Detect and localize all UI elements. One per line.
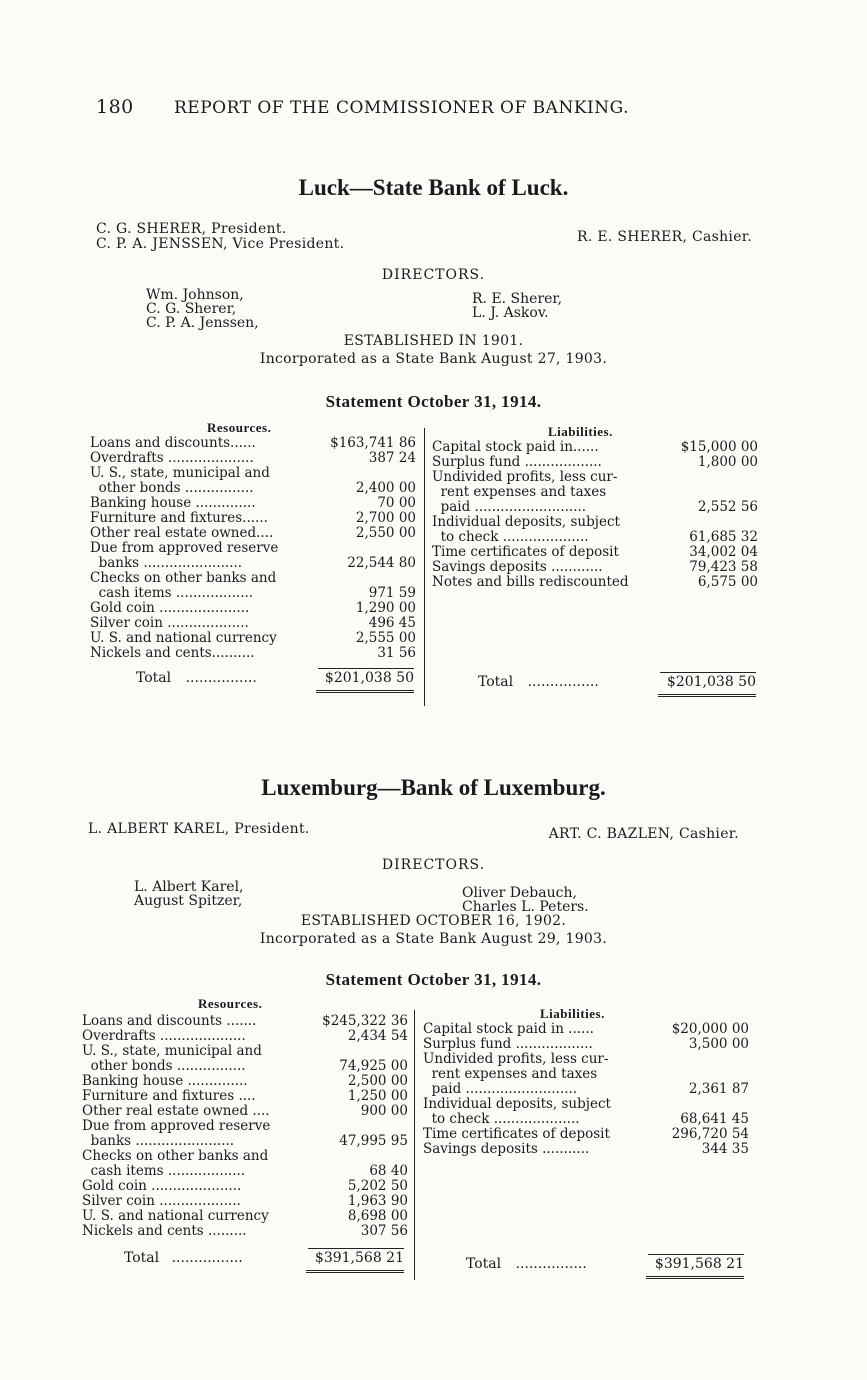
line-item-label: Loans and discounts ....... bbox=[82, 1014, 257, 1029]
liabilities-heading: Liabilities. bbox=[540, 1006, 605, 1021]
total-leader: ................ bbox=[527, 674, 599, 690]
director-name: August Spitzer, bbox=[134, 893, 243, 909]
line-item-amount: 74,925 00 bbox=[339, 1058, 408, 1074]
total-rule bbox=[308, 1248, 404, 1249]
director-name: Oliver Debauch, bbox=[462, 885, 577, 901]
line-item-label: U. S. and national currency bbox=[90, 631, 277, 646]
line-item-amount: $20,000 00 bbox=[671, 1021, 749, 1037]
line-item-label: Banking house .............. bbox=[82, 1074, 248, 1089]
statement-title: Statement October 31, 1914. bbox=[325, 392, 542, 411]
directors-left bbox=[146, 288, 259, 330]
line-item-label: Individual deposits, subject bbox=[423, 1097, 611, 1112]
statement-title: Statement October 31, 1914. bbox=[325, 970, 542, 989]
liability-row bbox=[423, 1082, 749, 1097]
line-item-label: Other real estate owned.... bbox=[90, 526, 274, 541]
line-item-amount: 496 45 bbox=[368, 615, 416, 631]
line-item-amount: 2,500 00 bbox=[347, 1073, 408, 1089]
line-item-label: Silver coin ................... bbox=[82, 1194, 241, 1209]
liability-row bbox=[432, 500, 758, 515]
resources-rows bbox=[82, 1014, 408, 1239]
directors-right bbox=[472, 292, 562, 320]
officers bbox=[0, 214, 867, 252]
directors-list bbox=[0, 878, 867, 916]
line-item-amount: 22,544 80 bbox=[347, 555, 416, 571]
line-item-amount: 3,500 00 bbox=[688, 1036, 749, 1052]
line-item-label: Nickels and cents.......... bbox=[90, 646, 255, 661]
line-item-label: other bonds ................ bbox=[90, 481, 254, 496]
line-item-label: paid .......................... bbox=[423, 1082, 578, 1097]
line-item-label: rent expenses and taxes bbox=[432, 485, 607, 500]
liability-row bbox=[423, 1127, 749, 1142]
resource-row bbox=[82, 1194, 408, 1209]
total-label: Total bbox=[136, 670, 172, 686]
resource-row bbox=[90, 586, 416, 601]
liability-row bbox=[423, 1112, 749, 1127]
line-item-label: Time certificates of deposit bbox=[432, 545, 619, 560]
resources-total: $201,038 50 bbox=[324, 670, 414, 686]
officers-left bbox=[88, 822, 310, 837]
total-rule bbox=[660, 672, 756, 673]
line-item-amount: 68,641 45 bbox=[680, 1111, 749, 1127]
line-item-amount: 68 40 bbox=[369, 1163, 408, 1179]
line-item-label: cash items .................. bbox=[82, 1164, 246, 1179]
director-name: C. P. A. Jenssen, bbox=[146, 315, 259, 331]
resource-row bbox=[90, 436, 416, 451]
total-label: Total bbox=[478, 674, 514, 690]
liabilities-total-line bbox=[466, 1256, 744, 1272]
total-rule bbox=[648, 1254, 744, 1255]
liability-row bbox=[423, 1037, 749, 1052]
statement-table bbox=[0, 414, 867, 714]
resource-row bbox=[82, 1164, 408, 1179]
officer-president: L. ALBERT KAREL, President. bbox=[88, 821, 310, 837]
total-leader: ................ bbox=[171, 1250, 243, 1266]
resource-row bbox=[82, 1029, 408, 1044]
line-item-amount: 307 56 bbox=[360, 1223, 408, 1239]
line-item-amount: 1,800 00 bbox=[697, 454, 758, 470]
established-line: ESTABLISHED IN 1901. bbox=[343, 333, 524, 349]
total-label: Total bbox=[124, 1250, 160, 1266]
bank-title: Luxemburg—Bank of Luxemburg. bbox=[261, 775, 606, 800]
resource-row bbox=[90, 466, 416, 481]
line-item-label: Overdrafts .................... bbox=[90, 451, 254, 466]
liability-row bbox=[432, 560, 758, 575]
line-item-label: U. S., state, municipal and bbox=[90, 466, 270, 481]
liability-row bbox=[432, 440, 758, 455]
line-item-label: Furniture and fixtures...... bbox=[90, 511, 268, 526]
line-item-label: Banking house .............. bbox=[90, 496, 256, 511]
resource-row bbox=[90, 541, 416, 556]
directors-list bbox=[0, 286, 867, 332]
line-item-amount: 296,720 54 bbox=[671, 1126, 749, 1142]
line-item-amount: 1,290 00 bbox=[355, 600, 416, 616]
resources-total: $391,568 21 bbox=[314, 1250, 404, 1266]
officer-president: C. G. SHERER, President. bbox=[96, 221, 287, 237]
line-item-amount: 70 00 bbox=[377, 495, 416, 511]
directors-heading: DIRECTORS. bbox=[381, 267, 486, 283]
resource-row bbox=[82, 1119, 408, 1134]
liability-row bbox=[432, 545, 758, 560]
column-divider bbox=[414, 1010, 415, 1280]
line-item-label: Individual deposits, subject bbox=[432, 515, 620, 530]
line-item-amount: 900 00 bbox=[360, 1103, 408, 1119]
director-name: Charles L. Peters. bbox=[462, 899, 589, 915]
bank-section-luxemburg bbox=[0, 772, 867, 1292]
liability-row bbox=[432, 530, 758, 545]
liabilities-rows bbox=[432, 440, 758, 590]
liability-row bbox=[423, 1067, 749, 1082]
line-item-label: banks ....................... bbox=[82, 1134, 235, 1149]
liability-row bbox=[423, 1097, 749, 1112]
total-double-rule bbox=[306, 1270, 404, 1273]
line-item-amount: 2,400 00 bbox=[355, 480, 416, 496]
line-item-label: Checks on other banks and bbox=[82, 1149, 269, 1164]
liabilities-rows bbox=[423, 1022, 749, 1157]
resource-row bbox=[90, 571, 416, 586]
line-item-label: Other real estate owned .... bbox=[82, 1104, 270, 1119]
line-item-label: Due from approved reserve bbox=[90, 541, 279, 556]
line-item-label: to check .................... bbox=[432, 530, 589, 545]
resources-rows bbox=[90, 436, 416, 661]
directors-left bbox=[134, 880, 244, 908]
running-title: REPORT OF THE COMMISSIONER OF BANKING. bbox=[174, 98, 629, 118]
resource-row bbox=[82, 1044, 408, 1059]
line-item-label: paid .......................... bbox=[432, 500, 587, 515]
directors-heading: DIRECTORS. bbox=[381, 857, 486, 873]
line-item-label: banks ....................... bbox=[90, 556, 243, 571]
line-item-amount: $15,000 00 bbox=[680, 439, 758, 455]
line-item-label: Capital stock paid in ...... bbox=[423, 1022, 594, 1037]
total-label: Total bbox=[466, 1256, 502, 1272]
resources-heading: Resources. bbox=[198, 996, 263, 1011]
line-item-label: Furniture and fixtures .... bbox=[82, 1089, 256, 1104]
total-double-rule bbox=[316, 690, 414, 693]
line-item-label: cash items .................. bbox=[90, 586, 254, 601]
liability-row bbox=[423, 1052, 749, 1067]
resource-row bbox=[82, 1149, 408, 1164]
resource-row bbox=[90, 631, 416, 646]
resource-row bbox=[90, 481, 416, 496]
established-line: ESTABLISHED OCTOBER 16, 1902. bbox=[300, 913, 567, 929]
line-item-label: to check .................... bbox=[423, 1112, 580, 1127]
line-item-amount: $163,741 86 bbox=[330, 435, 416, 451]
line-item-label: Capital stock paid in...... bbox=[432, 440, 599, 455]
officer-cashier: ART. C. BAZLEN, Cashier. bbox=[548, 826, 739, 842]
resource-row bbox=[82, 1059, 408, 1074]
line-item-amount: 344 35 bbox=[701, 1141, 749, 1157]
line-item-label: Loans and discounts...... bbox=[90, 436, 256, 451]
officers-left bbox=[96, 222, 344, 252]
director-name: C. G. Sherer, bbox=[146, 301, 237, 317]
line-item-label: Gold coin ..................... bbox=[82, 1179, 242, 1194]
resource-row bbox=[82, 1224, 408, 1239]
liability-row bbox=[423, 1142, 749, 1157]
line-item-amount: $245,322 36 bbox=[322, 1013, 408, 1029]
line-item-label: Savings deposits ........... bbox=[423, 1142, 590, 1157]
officer-cashier: R. E. SHERER, Cashier. bbox=[576, 229, 752, 245]
line-item-amount: 2,361 87 bbox=[688, 1081, 749, 1097]
resource-row bbox=[82, 1104, 408, 1119]
line-item-label: Nickels and cents ......... bbox=[82, 1224, 247, 1239]
column-divider bbox=[424, 428, 425, 706]
total-leader: ................ bbox=[185, 670, 257, 686]
line-item-label: other bonds ................ bbox=[82, 1059, 246, 1074]
resource-row bbox=[82, 1074, 408, 1089]
line-item-amount: 8,698 00 bbox=[347, 1208, 408, 1224]
line-item-amount: 79,423 58 bbox=[689, 559, 758, 575]
line-item-label: Notes and bills rediscounted bbox=[432, 575, 629, 590]
resource-row bbox=[90, 511, 416, 526]
director-name: L. J. Askov. bbox=[472, 305, 549, 321]
line-item-label: Silver coin ................... bbox=[90, 616, 249, 631]
liability-row bbox=[423, 1022, 749, 1037]
line-item-label: rent expenses and taxes bbox=[423, 1067, 598, 1082]
total-double-rule bbox=[658, 694, 756, 697]
statement-table bbox=[0, 992, 867, 1292]
line-item-amount: 2,550 00 bbox=[355, 525, 416, 541]
line-item-label: Undivided profits, less cur- bbox=[432, 470, 618, 485]
resource-row bbox=[90, 601, 416, 616]
line-item-amount: 1,963 90 bbox=[347, 1193, 408, 1209]
incorporated-line: Incorporated as a State Bank August 29, 1903. bbox=[259, 931, 608, 947]
liabilities-total: $391,568 21 bbox=[654, 1256, 744, 1272]
officer-vice-president: C. P. A. JENSSEN, Vice President. bbox=[96, 236, 345, 252]
director-name: Wm. Johnson, bbox=[146, 287, 244, 303]
resource-row bbox=[90, 451, 416, 466]
liability-row bbox=[432, 575, 758, 590]
line-item-label: Gold coin ..................... bbox=[90, 601, 250, 616]
line-item-amount: 61,685 32 bbox=[689, 529, 758, 545]
line-item-label: Savings deposits ............ bbox=[432, 560, 603, 575]
total-rule bbox=[318, 668, 414, 669]
bank-title: Luck—State Bank of Luck. bbox=[298, 175, 569, 200]
director-name: L. Albert Karel, bbox=[134, 879, 244, 895]
line-item-amount: 2,552 56 bbox=[697, 499, 758, 515]
line-item-amount: 2,700 00 bbox=[355, 510, 416, 526]
resource-row bbox=[82, 1134, 408, 1149]
resources-total-line bbox=[136, 670, 414, 686]
line-item-amount: 971 59 bbox=[368, 585, 416, 601]
directors-right bbox=[462, 886, 589, 914]
line-item-label: Overdrafts .................... bbox=[82, 1029, 246, 1044]
total-leader: ................ bbox=[515, 1256, 587, 1272]
bank-section-luck bbox=[0, 172, 867, 714]
resource-row bbox=[82, 1179, 408, 1194]
liability-row bbox=[432, 515, 758, 530]
resources-total-line bbox=[124, 1250, 404, 1266]
line-item-label: Undivided profits, less cur- bbox=[423, 1052, 609, 1067]
line-item-amount: 5,202 50 bbox=[347, 1178, 408, 1194]
resource-row bbox=[90, 646, 416, 661]
resource-row bbox=[90, 616, 416, 631]
line-item-amount: 2,555 00 bbox=[355, 630, 416, 646]
director-name: R. E. Sherer, bbox=[472, 291, 563, 307]
officers bbox=[0, 816, 867, 846]
line-item-label: Time certificates of deposit bbox=[423, 1127, 610, 1142]
line-item-amount: 1,250 00 bbox=[347, 1088, 408, 1104]
line-item-label: Surplus fund .................. bbox=[432, 455, 602, 470]
liabilities-total: $201,038 50 bbox=[666, 674, 756, 690]
resource-row bbox=[82, 1209, 408, 1224]
resources-heading: Resources. bbox=[207, 420, 272, 435]
liabilities-total-line bbox=[478, 674, 756, 690]
line-item-label: U. S., state, municipal and bbox=[82, 1044, 262, 1059]
line-item-amount: 31 56 bbox=[377, 645, 416, 661]
liabilities-heading: Liabilities. bbox=[548, 424, 613, 439]
resource-row bbox=[90, 526, 416, 541]
resource-row bbox=[90, 556, 416, 571]
resource-row bbox=[82, 1014, 408, 1029]
total-double-rule bbox=[646, 1276, 744, 1279]
resource-row bbox=[90, 496, 416, 511]
line-item-amount: 2,434 54 bbox=[347, 1028, 408, 1044]
incorporated-line: Incorporated as a State Bank August 27, 1903. bbox=[259, 351, 608, 367]
line-item-label: U. S. and national currency bbox=[82, 1209, 269, 1224]
page-number: 180 bbox=[96, 96, 134, 118]
line-item-amount: 47,995 95 bbox=[339, 1133, 408, 1149]
line-item-amount: 6,575 00 bbox=[697, 574, 758, 590]
line-item-amount: 387 24 bbox=[368, 450, 416, 466]
line-item-label: Due from approved reserve bbox=[82, 1119, 271, 1134]
running-head bbox=[96, 96, 676, 118]
liability-row bbox=[432, 455, 758, 470]
liability-row bbox=[432, 485, 758, 500]
liability-row bbox=[432, 470, 758, 485]
resource-row bbox=[82, 1089, 408, 1104]
line-item-label: Surplus fund .................. bbox=[423, 1037, 593, 1052]
line-item-label: Checks on other banks and bbox=[90, 571, 277, 586]
line-item-amount: 34,002 04 bbox=[689, 544, 758, 560]
